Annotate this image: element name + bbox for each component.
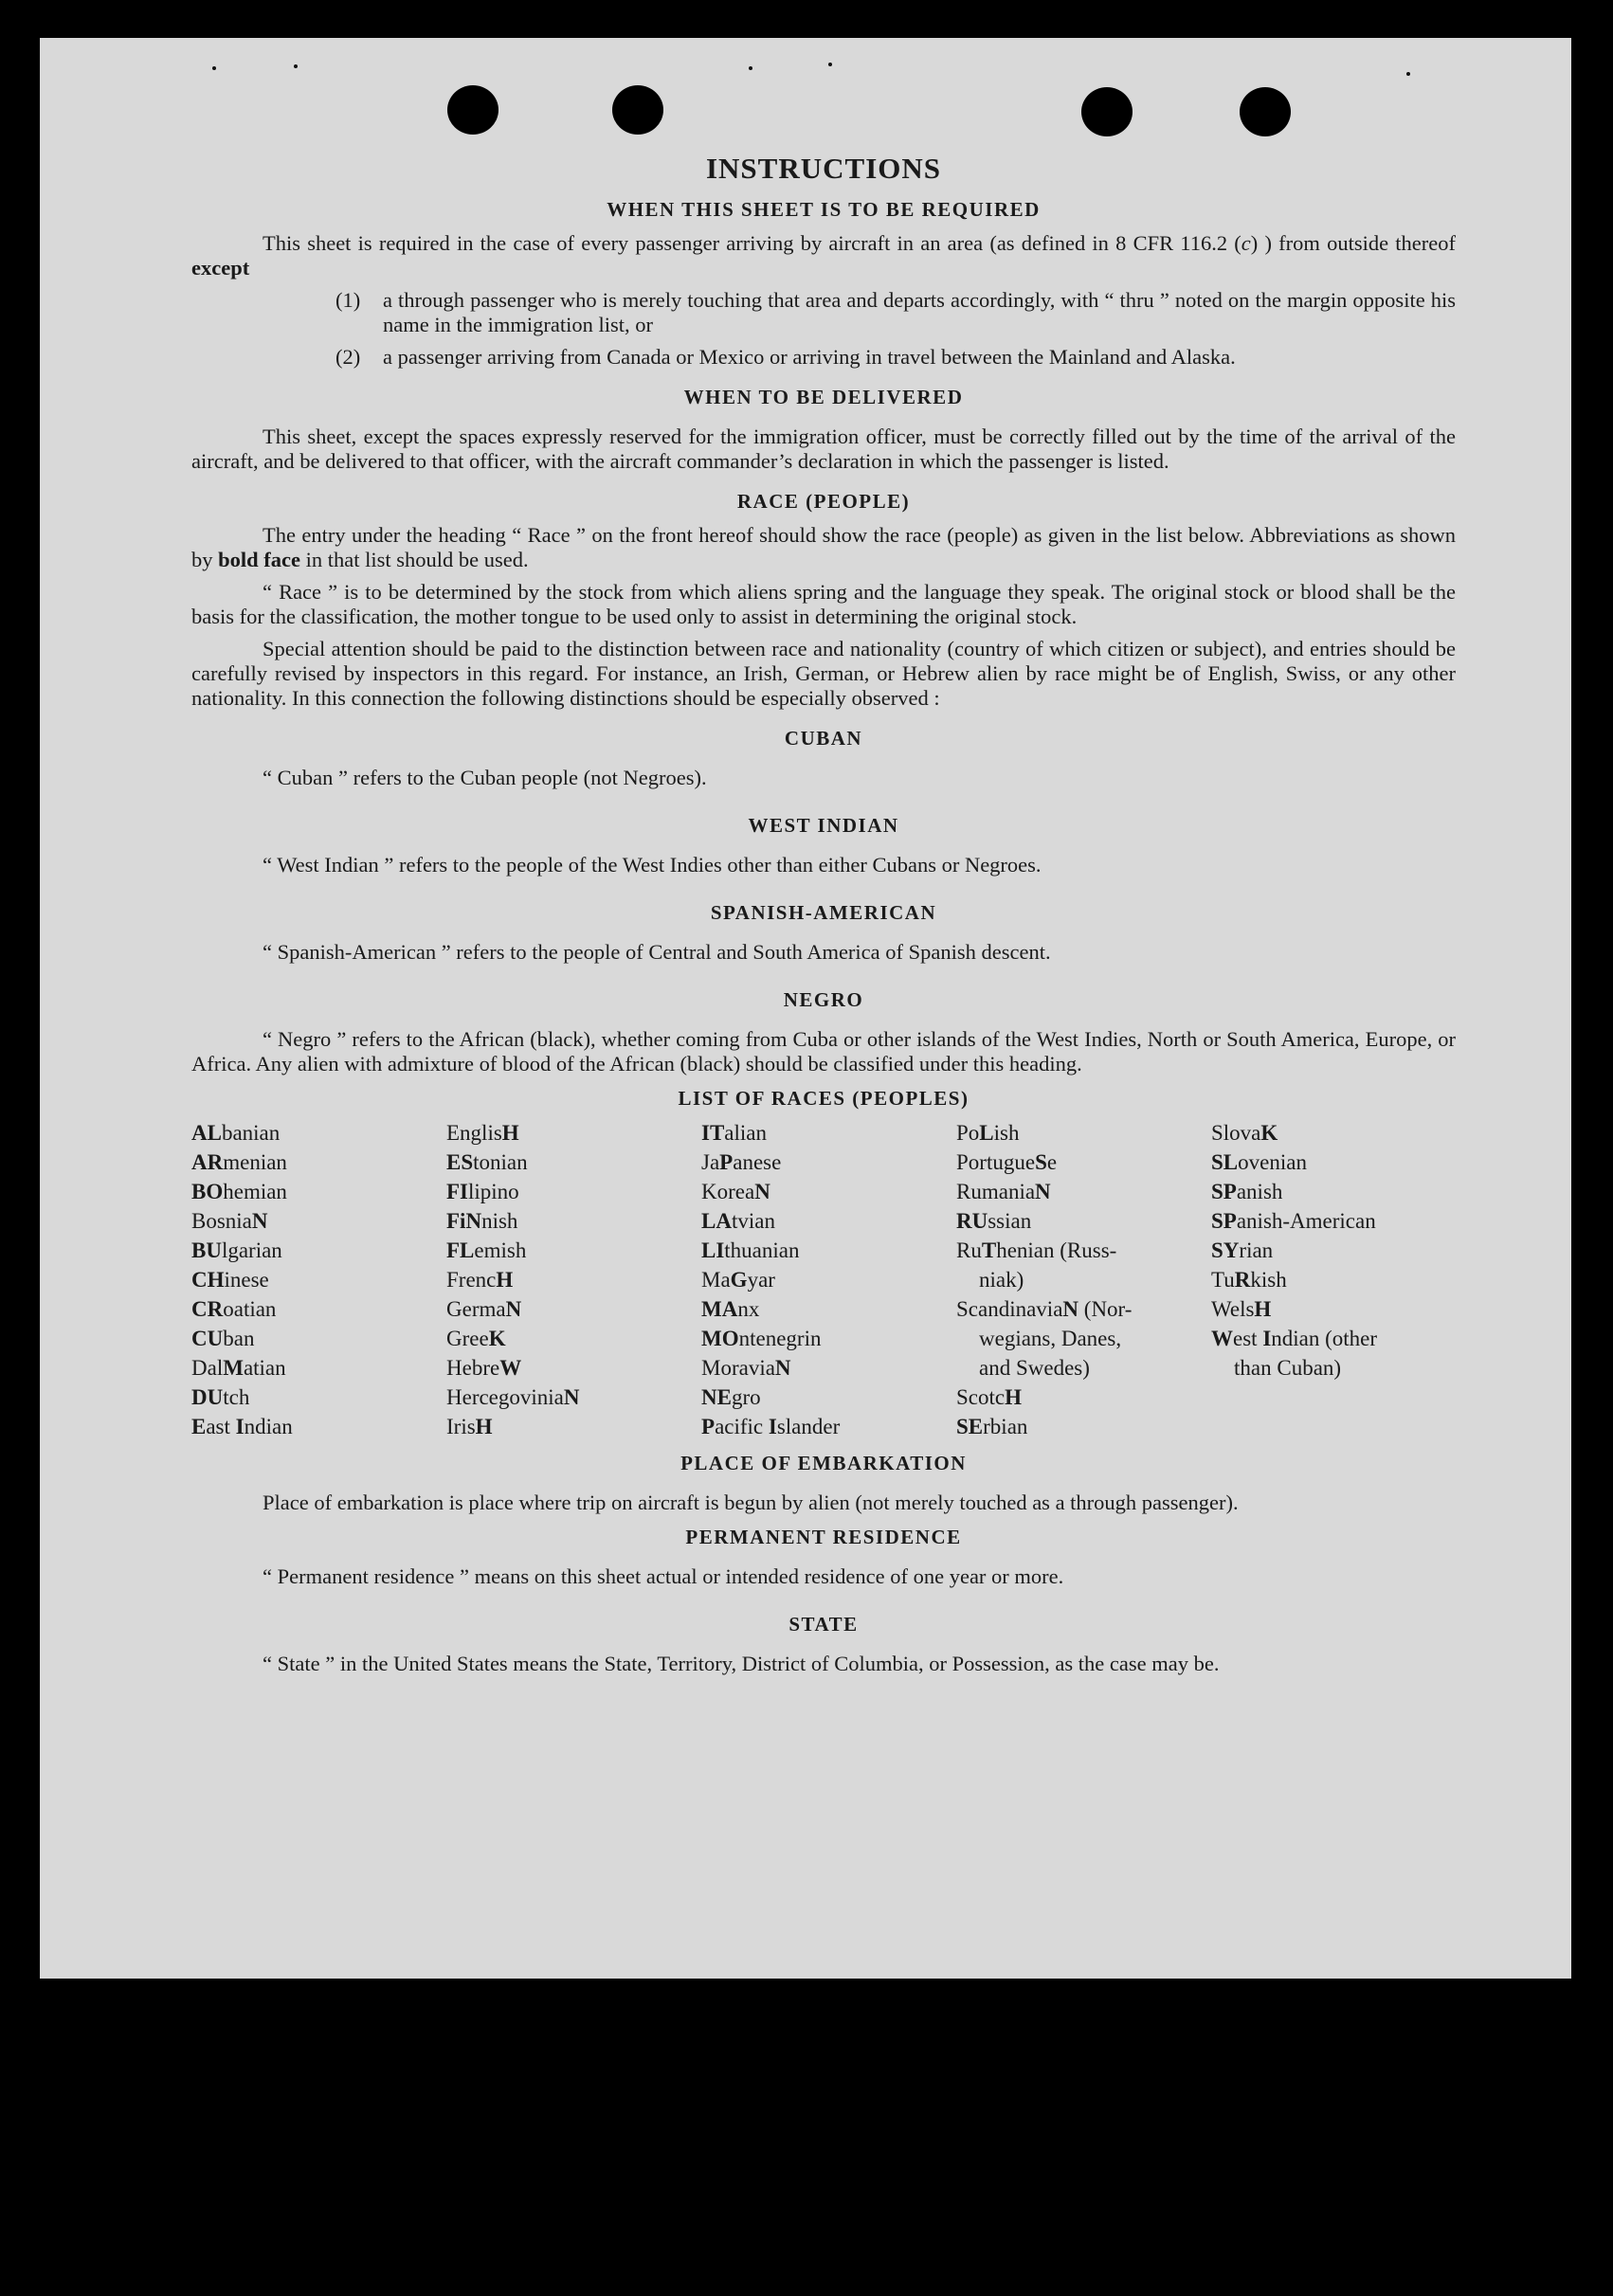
- race-text: nish: [481, 1209, 518, 1233]
- race-text: Hercegovinia: [446, 1385, 564, 1409]
- race-entry: [446, 1236, 701, 1265]
- race-text: rian: [1239, 1238, 1274, 1262]
- race-entry: [1211, 1294, 1458, 1324]
- race-abbrev: CU: [191, 1327, 224, 1350]
- race-text: oatian: [223, 1297, 277, 1321]
- west-indian-text: “ West Indian ” refers to the people of the West Indies other than either Cubans or Negroes.: [263, 853, 1042, 877]
- race-text: e: [1046, 1150, 1058, 1174]
- race-entry: [701, 1148, 956, 1177]
- race-entry: [1211, 1148, 1458, 1177]
- race-abbrev: I: [1262, 1327, 1272, 1350]
- race-text: inese: [224, 1268, 269, 1292]
- speck: [749, 66, 752, 70]
- race-abbrev: IT: [701, 1121, 725, 1145]
- race-list-grid: [191, 1118, 1456, 1441]
- punch-hole: [612, 85, 663, 135]
- race-text: nx: [737, 1297, 760, 1321]
- race-abbrev: SP: [1211, 1209, 1237, 1233]
- race-abbrev: RU: [956, 1209, 988, 1233]
- race-text: Korea: [701, 1180, 755, 1203]
- race-column: [1211, 1118, 1458, 1441]
- race-entry: [1211, 1353, 1458, 1383]
- race-text: est: [1233, 1327, 1263, 1350]
- race-abbrev: G: [730, 1268, 748, 1292]
- race-abbrev: NE: [701, 1385, 732, 1409]
- race-entry: [191, 1383, 446, 1412]
- race-abbrev: N: [774, 1356, 791, 1380]
- race-text: Bosnia: [191, 1209, 252, 1233]
- race-text: emish: [474, 1238, 527, 1262]
- race-abbrev: I: [768, 1415, 777, 1438]
- state-text: “ State ” in the United States means the State, Territory, District of Columbia, or Possession, as the case may be.: [263, 1652, 1220, 1675]
- race-entry: [956, 1294, 1211, 1324]
- race-text: wegians, Danes,: [979, 1327, 1122, 1350]
- race-text: Frenc: [446, 1268, 497, 1292]
- punch-hole: [1240, 87, 1291, 136]
- race-entry: [956, 1265, 1211, 1294]
- race-abbrev: SE: [956, 1415, 984, 1438]
- race-entry: [446, 1294, 701, 1324]
- race-abbrev: CR: [191, 1297, 224, 1321]
- race-text: alian: [724, 1121, 767, 1145]
- race-abbrev: ES: [446, 1150, 474, 1174]
- race-text: acific: [715, 1415, 769, 1438]
- race-entry: [956, 1236, 1211, 1265]
- instructions-content: [191, 150, 1456, 1676]
- race-entry: [446, 1383, 701, 1412]
- race-entry: [1211, 1265, 1458, 1294]
- race-entry: [956, 1383, 1211, 1412]
- race-abbrev: H: [501, 1121, 519, 1145]
- required-intro: This sheet is required in the case of every passenger arriving by aircraft in an area (as defined in 8 CFR 116.2 (c) ) from outside thereof except: [191, 231, 1456, 280]
- race-abbrev: LA: [701, 1209, 732, 1233]
- document-sheet: [40, 38, 1571, 1979]
- heading-when-delivered: WHEN TO BE DELIVERED: [683, 386, 964, 408]
- race-text: ast: [206, 1415, 236, 1438]
- residence-text: “ Permanent residence ” means on this sheet actual or intended residence of one year or more.: [263, 1564, 1064, 1588]
- race-text: rbian: [983, 1415, 1028, 1438]
- race-text: tch: [223, 1385, 250, 1409]
- delivered-text: This sheet, except the spaces expressly reserved for the immigration officer, must be correctly filled out by the time of the arrival of the aircraft, and be delivered to that officer, with the aircraft commander’s declaration in which the passenger is listed.: [191, 425, 1456, 473]
- race-text: Germa: [446, 1297, 506, 1321]
- race-entry: [956, 1353, 1211, 1383]
- race-text: yar: [747, 1268, 775, 1292]
- race-entry: [701, 1177, 956, 1206]
- race-abbrev: P: [719, 1150, 734, 1174]
- race-entry: [446, 1206, 701, 1236]
- race-entry: [956, 1206, 1211, 1236]
- race-entry: [191, 1353, 446, 1383]
- race-entry: [446, 1118, 701, 1148]
- race-text: ovenian: [1238, 1150, 1307, 1174]
- race-text: Slova: [1211, 1121, 1261, 1145]
- race-text: ndian (other: [1271, 1327, 1378, 1350]
- heading-negro: NEGRO: [783, 988, 864, 1011]
- race-text: kish: [1250, 1268, 1287, 1292]
- race-text: lgarian: [221, 1238, 282, 1262]
- race-entry: [1211, 1324, 1458, 1353]
- race-text: Ja: [701, 1150, 720, 1174]
- race-entry: [1211, 1177, 1458, 1206]
- race-text: Po: [956, 1121, 980, 1145]
- race-entry: [191, 1236, 446, 1265]
- race-paragraph-3: Special attention should be paid to the distinction between race and nationality (country of which citizen or subject), and entries should be carefully revised by inspectors in this regard. For instance, an Irish, German, or Hebrew alien by race might be of English, Swiss, or any other nationality. In this connection the following distinctions should be especially observed :: [191, 637, 1456, 710]
- race-abbrev: H: [1254, 1297, 1272, 1321]
- race-abbrev: N: [1062, 1297, 1079, 1321]
- race-text: (Nor-: [1078, 1297, 1133, 1321]
- race-entry: [1211, 1118, 1458, 1148]
- race-text: ntenegrin: [738, 1327, 822, 1350]
- spanish-american-text: “ Spanish-American ” refers to the people of Central and South America of Spanish descent.: [263, 940, 1051, 964]
- race-text: ssian: [988, 1209, 1032, 1233]
- race-entry: [701, 1383, 956, 1412]
- race-entry: [191, 1206, 446, 1236]
- race-abbrev: N: [1035, 1180, 1051, 1203]
- race-entry: [191, 1294, 446, 1324]
- race-abbrev: SL: [1211, 1150, 1239, 1174]
- race-entry: [191, 1324, 446, 1353]
- race-text: Ma: [701, 1268, 731, 1292]
- race-abbrev: N: [251, 1209, 268, 1233]
- race-entry: [191, 1265, 446, 1294]
- race-text: Iris: [446, 1415, 476, 1438]
- race-entry: [1211, 1206, 1458, 1236]
- race-abbrev: H: [496, 1268, 514, 1292]
- race-abbrev: T: [981, 1238, 997, 1262]
- race-text: Hebre: [446, 1356, 500, 1380]
- race-abbrev: DU: [191, 1385, 224, 1409]
- race-abbrev: BO: [191, 1180, 224, 1203]
- race-text: Moravia: [701, 1356, 775, 1380]
- speck: [294, 64, 298, 68]
- race-abbrev: N: [563, 1385, 580, 1409]
- race-entry: [956, 1324, 1211, 1353]
- punch-hole: [447, 85, 498, 135]
- race-abbrev: R: [1234, 1268, 1251, 1292]
- race-abbrev: I: [235, 1415, 245, 1438]
- race-text: Scotc: [956, 1385, 1006, 1409]
- heading-list-of-races: LIST OF RACES (PEOPLES): [678, 1087, 970, 1110]
- race-text: hemian: [223, 1180, 287, 1203]
- race-text: anish: [1236, 1180, 1283, 1203]
- race-abbrev: W: [1211, 1327, 1233, 1350]
- race-entry: [956, 1118, 1211, 1148]
- race-abbrev: P: [701, 1415, 716, 1438]
- race-text: Ru: [956, 1238, 982, 1262]
- race-text: tonian: [473, 1150, 528, 1174]
- race-entry: [191, 1148, 446, 1177]
- race-text: Portugue: [956, 1150, 1036, 1174]
- race-abbrev: FI: [446, 1180, 468, 1203]
- race-text: Scandinavia: [956, 1297, 1063, 1321]
- race-text: tvian: [731, 1209, 775, 1233]
- heading-west-indian: WEST INDIAN: [748, 814, 899, 837]
- race-abbrev: L: [979, 1121, 994, 1145]
- race-text: ish: [993, 1121, 1020, 1145]
- race-entry: [446, 1265, 701, 1294]
- race-entry: [191, 1412, 446, 1441]
- race-entry: [446, 1148, 701, 1177]
- race-text: Rumania: [956, 1180, 1036, 1203]
- speck: [828, 63, 832, 66]
- race-paragraph-1: The entry under the heading “ Race ” on the front hereof should show the race (people) as given in the list below. Abbreviations as shown by bold face in that list should be used.: [191, 523, 1456, 571]
- race-text: Tu: [1211, 1268, 1235, 1292]
- race-column: [701, 1118, 956, 1441]
- race-abbrev: MA: [701, 1297, 738, 1321]
- race-abbrev: FiN: [446, 1209, 482, 1233]
- race-entry: [446, 1353, 701, 1383]
- race-abbrev: AR: [191, 1150, 224, 1174]
- race-text: anese: [733, 1150, 782, 1174]
- race-abbrev: K: [488, 1327, 506, 1350]
- race-text: Dal: [191, 1356, 224, 1380]
- race-abbrev: MO: [701, 1327, 739, 1350]
- race-text: Wels: [1211, 1297, 1255, 1321]
- race-entry: [191, 1118, 446, 1148]
- heading-spanish-american: SPANISH-AMERICAN: [710, 901, 937, 924]
- exception-item-2: (2) a passenger arriving from Canada or Mexico or arriving in travel between the Mainland and Alaska.: [335, 345, 1236, 369]
- race-abbrev: W: [499, 1356, 522, 1380]
- race-abbrev: H: [1005, 1385, 1022, 1409]
- race-entry: [701, 1118, 956, 1148]
- race-entry: [1211, 1236, 1458, 1265]
- race-abbrev: BU: [191, 1238, 222, 1262]
- heading-permanent-residence: PERMANENT RESIDENCE: [685, 1526, 962, 1548]
- race-text: henian (Russ-: [996, 1238, 1117, 1262]
- race-column: [956, 1118, 1211, 1441]
- race-entry: [956, 1177, 1211, 1206]
- race-entry: [446, 1412, 701, 1441]
- race-abbrev: N: [754, 1180, 770, 1203]
- race-abbrev: K: [1260, 1121, 1278, 1145]
- race-entry: [956, 1412, 1211, 1441]
- race-entry: [701, 1294, 956, 1324]
- race-abbrev: N: [505, 1297, 522, 1321]
- race-entry: [701, 1265, 956, 1294]
- race-text: Englis: [446, 1121, 502, 1145]
- race-entry: [956, 1148, 1211, 1177]
- race-entry: [446, 1324, 701, 1353]
- page-title: INSTRUCTIONS: [705, 152, 941, 185]
- race-text: ndian: [244, 1415, 293, 1438]
- speck: [212, 66, 216, 70]
- race-text: anish-American: [1236, 1209, 1376, 1233]
- race-entry: [701, 1324, 956, 1353]
- heading-state: STATE: [788, 1613, 859, 1636]
- race-text: and Swedes): [979, 1356, 1090, 1380]
- race-text: thuanian: [724, 1238, 800, 1262]
- race-column: [446, 1118, 701, 1441]
- race-paragraph-2: “ Race ” is to be determined by the stock from which aliens spring and the language they speak. The original stock or blood shall be the basis for the classification, the mother tongue to be used only to assist in determining the original stock.: [191, 580, 1456, 628]
- cuban-text: “ Cuban ” refers to the Cuban people (not Negroes).: [263, 766, 707, 789]
- speck: [1406, 72, 1410, 76]
- race-abbrev: H: [475, 1415, 493, 1438]
- race-entry: [446, 1177, 701, 1206]
- race-entry: [701, 1353, 956, 1383]
- race-text: gro: [731, 1385, 761, 1409]
- race-text: ban: [223, 1327, 255, 1350]
- race-text: menian: [223, 1150, 287, 1174]
- race-text: slander: [776, 1415, 841, 1438]
- race-text: Gree: [446, 1327, 489, 1350]
- race-text: than Cuban): [1234, 1356, 1342, 1380]
- race-entry: [701, 1236, 956, 1265]
- race-abbrev: AL: [191, 1121, 222, 1145]
- embarkation-text: Place of embarkation is place where trip on aircraft is begun by alien (not merely touched as a through passenger).: [263, 1491, 1239, 1514]
- race-column: [191, 1118, 446, 1441]
- exception-item-1: (1) a through passenger who is merely touching that area and departs accordingly, with “ thru ” noted on the margin opposite his name in the immigration list, or: [335, 288, 1456, 336]
- race-text: lipino: [468, 1180, 519, 1203]
- heading-embarkation: PLACE OF EMBARKATION: [680, 1452, 967, 1474]
- race-text: niak): [979, 1268, 1024, 1292]
- race-abbrev: E: [191, 1415, 207, 1438]
- race-abbrev: FL: [446, 1238, 475, 1262]
- race-entry: [191, 1177, 446, 1206]
- punch-hole: [1081, 87, 1133, 136]
- race-text: banian: [221, 1121, 281, 1145]
- race-text: atian: [243, 1356, 286, 1380]
- race-entry: [701, 1206, 956, 1236]
- race-abbrev: CH: [191, 1268, 225, 1292]
- race-abbrev: M: [223, 1356, 244, 1380]
- heading-race: RACE (PEOPLE): [736, 490, 911, 513]
- race-abbrev: S: [1035, 1150, 1047, 1174]
- negro-text: “ Negro ” refers to the African (black), whether coming from Cuba or other islands of the West Indies, North or South America, Europe, or Africa. Any alien with admixture of blood of the African (black) should be classified under this heading.: [191, 1027, 1456, 1076]
- heading-when-required: WHEN THIS SHEET IS TO BE REQUIRED: [607, 198, 1041, 221]
- heading-cuban: CUBAN: [784, 727, 863, 750]
- race-abbrev: SP: [1211, 1180, 1237, 1203]
- race-entry: [701, 1412, 956, 1441]
- race-abbrev: LI: [701, 1238, 725, 1262]
- race-abbrev: SY: [1211, 1238, 1240, 1262]
